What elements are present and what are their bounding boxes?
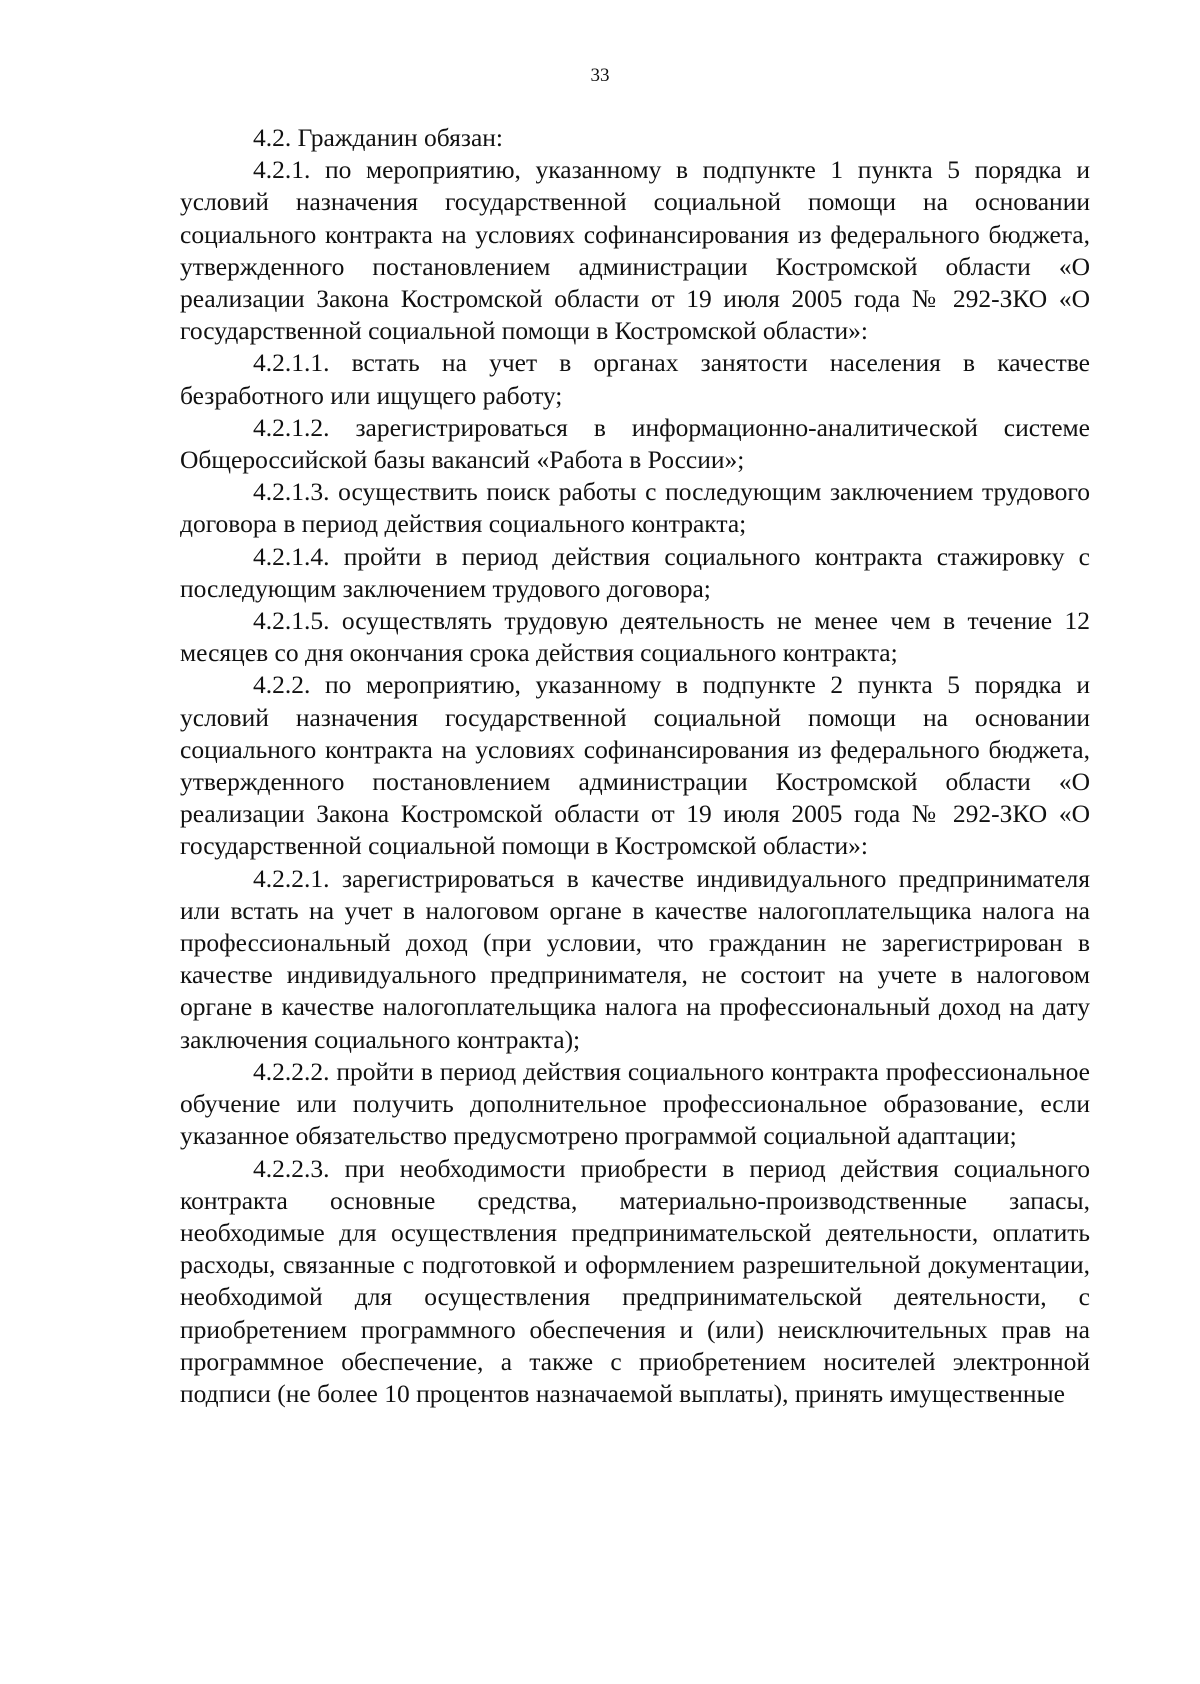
paragraph-4-2-2-2: 4.2.2.2. пройти в период действия социального контракта профессиональное обучение или получить дополнительное профессиональное образование, если указанное обязательство предусмотрено программой социальной адаптации;	[180, 1056, 1090, 1151]
paragraph-4-2-2: 4.2.2. по мероприятию, указанному в подпункте 2 пункта 5 порядка и условий назначения государственной социальной помощи на основании социального контракта на условиях софинансирования из федерального бюджета, утвержденного постановлением администрации Костромской области «О реализации Закона Костромской области от 19 июля 2005 года № 292-ЗКО «О государственной социальной помощи в Костромской области»:	[180, 670, 1090, 861]
document-body	[180, 122, 1090, 1410]
paragraph-4-2-1-3: 4.2.1.3. осуществить поиск работы с последующим заключением трудового договора в период действия социального контракта;	[180, 477, 1090, 539]
paragraph-4-2-1-5: 4.2.1.5. осуществлять трудовую деятельность не менее чем в течение 12 месяцев со дня окончания срока действия социального контракта;	[180, 606, 1090, 668]
page-number: 33	[590, 65, 610, 86]
paragraph-4-2-2-1: 4.2.2.1. зарегистрироваться в качестве индивидуального предпринимателя или встать на учет в налоговом органе в качестве налогоплательщика налога на профессиональный доход (при условии, что гражданин не зарегистрирован в качестве индивидуального предпринимателя, не состоит на учете в налоговом органе в качестве налогоплательщика налога на профессиональный доход на дату заключения социального контракта);	[180, 863, 1090, 1054]
paragraph-4-2-1-1: 4.2.1.1. встать на учет в органах занятости населения в качестве безработного или ищущего работу;	[180, 348, 1090, 410]
paragraph-4-2: 4.2. Гражданин обязан:	[253, 123, 503, 152]
paragraph-4-2-1: 4.2.1. по мероприятию, указанному в подпункте 1 пункта 5 порядка и условий назначения государственной социальной помощи на основании социального контракта на условиях софинансирования из федерального бюджета, утвержденного постановлением администрации Костромской области «О реализации Закона Костромской области от 19 июля 2005 года № 292-ЗКО «О государственной социальной помощи в Костромской области»:	[180, 155, 1090, 346]
paragraph-4-2-1-2: 4.2.1.2. зарегистрироваться в информационно-аналитической системе Общероссийской базы вакансий «Работа в России»;	[180, 412, 1090, 475]
paragraph-4-2-1-4: 4.2.1.4. пройти в период действия социального контракта стажировку с последующим заключением трудового договора;	[180, 541, 1090, 603]
paragraph-4-2-2-3: 4.2.2.3. при необходимости приобрести в период действия социального контракта основные средства, материально-производственные запасы, необходимые для осуществления предпринимательской деятельности, оплатить расходы, связанные с подготовкой и оформлением разрешительной документации, необходимой для осуществления предпринимательской деятельности, с приобретением программного обеспечения и (или) неисключительных прав на программное обеспечение, а также с приобретением носителей электронной подписи (не более 10 процентов назначаемой выплаты), принять имущественные	[180, 1153, 1090, 1408]
